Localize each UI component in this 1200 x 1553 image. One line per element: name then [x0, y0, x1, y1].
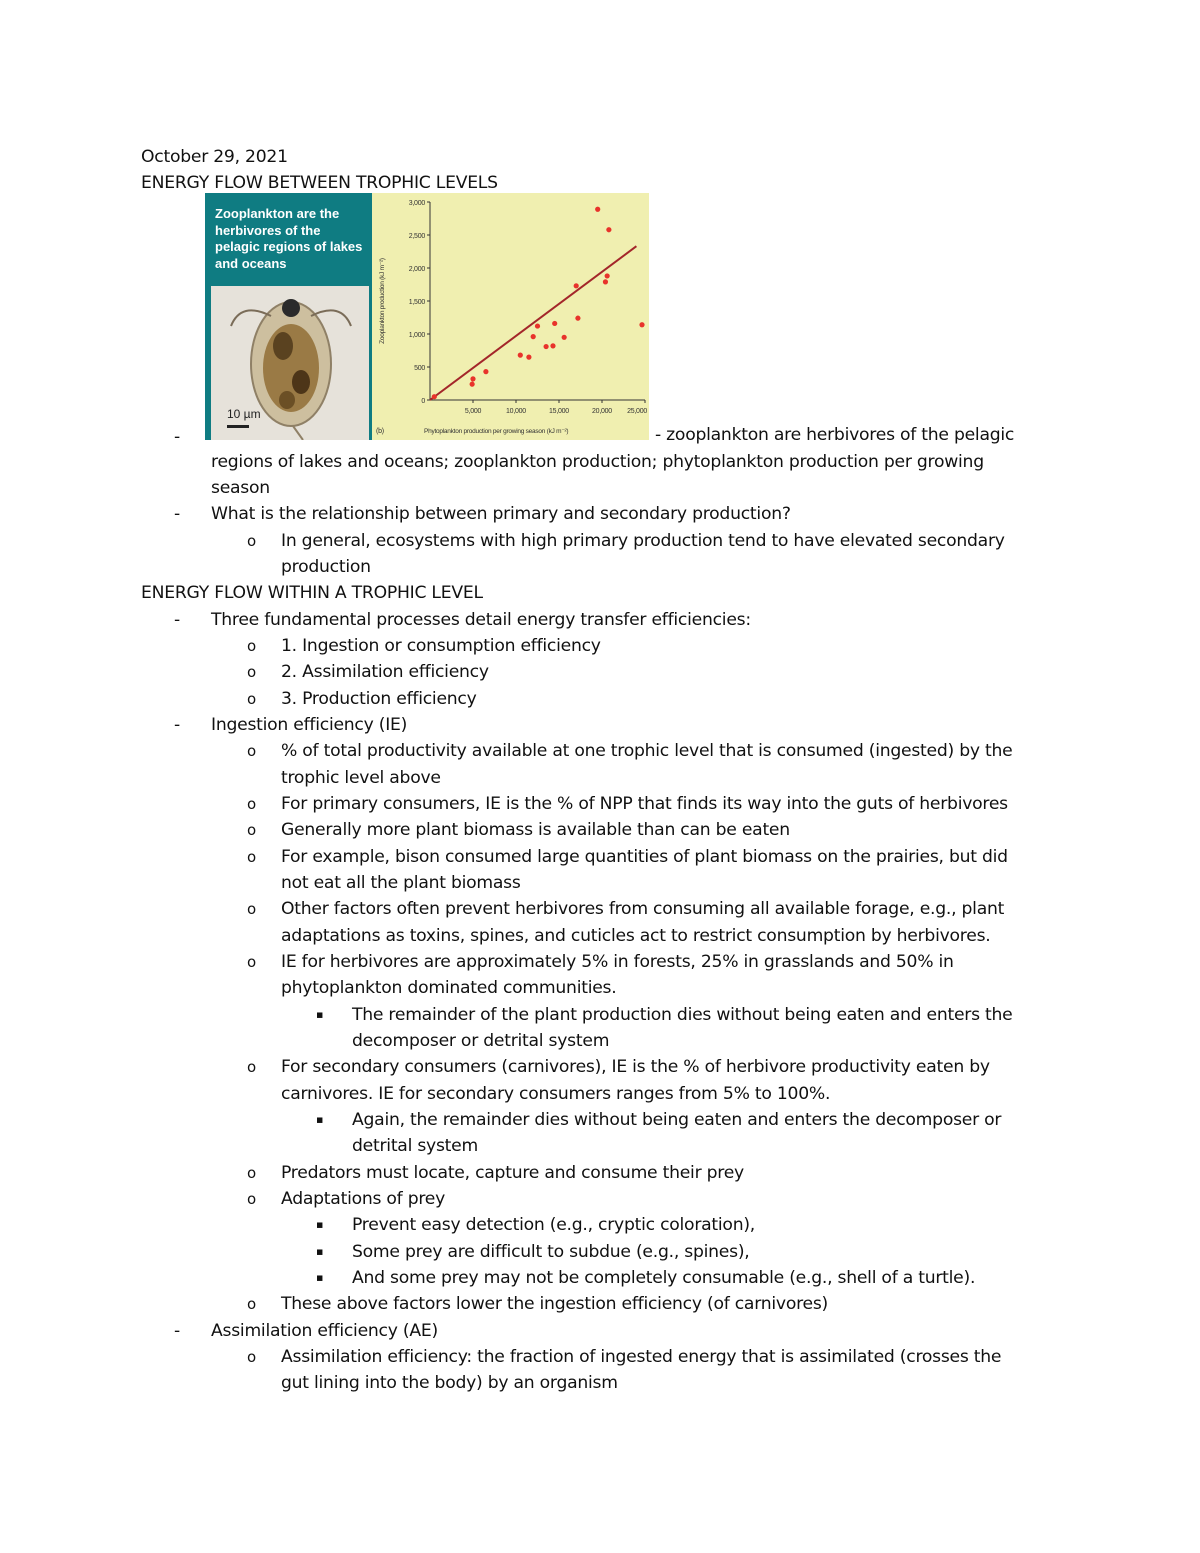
- data-point: [595, 207, 600, 212]
- bullet-circle: o: [247, 848, 256, 866]
- data-point: [544, 344, 549, 349]
- x-tick-label: 5,000: [464, 408, 482, 415]
- chart-panel: [372, 193, 649, 440]
- text-line: In general, ecosystems with high primary production tend to have elevated secondary: [281, 531, 1005, 551]
- panel-label: (b): [376, 428, 384, 435]
- data-point: [606, 227, 611, 232]
- bullet-circle: o: [247, 1190, 256, 1208]
- y-tick-label: 500: [414, 365, 425, 372]
- bullet-dash: -: [174, 715, 180, 735]
- text-line: Adaptations of prey: [281, 1189, 446, 1209]
- bullet-circle: o: [247, 900, 256, 918]
- text-line: And some prey may not be completely consumable (e.g., shell of a turtle).: [352, 1268, 976, 1288]
- text-line: 3. Production efficiency: [281, 689, 477, 709]
- zooplankton-figure: [205, 193, 649, 440]
- x-tick-label: 25,000: [627, 408, 647, 415]
- y-tick-label: 2,500: [408, 233, 425, 240]
- text-line: season: [211, 478, 270, 498]
- heading-between-trophic-levels: ENERGY FLOW BETWEEN TROPHIC LEVELS: [141, 173, 498, 193]
- bullet-circle: o: [247, 690, 256, 708]
- text-line: The remainder of the plant production dies without being eaten and enters the: [352, 1005, 1013, 1025]
- text-line: Assimilation efficiency: the fraction of ingested energy that is assimilated (crosses the: [281, 1347, 1002, 1367]
- document-date: October 29, 2021: [141, 147, 288, 167]
- text-line: trophic level above: [281, 768, 441, 788]
- text-line: Three fundamental processes detail energy transfer efficiencies:: [211, 610, 751, 630]
- bullet-dash: -: [174, 610, 180, 630]
- text-line: For example, bison consumed large quantities of plant biomass on the prairies, but did: [281, 847, 1008, 867]
- data-point: [574, 283, 579, 288]
- data-point: [531, 334, 536, 339]
- data-point: [535, 323, 540, 328]
- text-line: carnivores. IE for secondary consumers ranges from 5% to 100%.: [281, 1084, 831, 1104]
- x-tick-label: 10,000: [506, 408, 526, 415]
- figure-caption: Zooplankton are the herbivores of the pelagic regions of lakes and oceans: [215, 206, 363, 271]
- y-tick-label: 1,500: [408, 299, 425, 306]
- y-tick-label: 3,000: [408, 200, 425, 207]
- bullet-circle: o: [247, 637, 256, 655]
- data-point: [483, 369, 488, 374]
- bullet-dash: -: [174, 504, 180, 524]
- bullet-circle: o: [247, 1164, 256, 1182]
- text-line: % of total productivity available at one trophic level that is consumed (ingested) by the: [281, 741, 1013, 761]
- x-tick-label: 20,000: [592, 408, 612, 415]
- data-point: [526, 355, 531, 360]
- bullet-circle: o: [247, 1348, 256, 1366]
- bullet-circle: o: [247, 953, 256, 971]
- text-line: What is the relationship between primary and secondary production?: [211, 504, 791, 524]
- text-line: Assimilation efficiency (AE): [211, 1321, 438, 1341]
- text-line: Ingestion efficiency (IE): [211, 715, 408, 735]
- bullet-square: ▪: [316, 1113, 324, 1126]
- text-line: Predators must locate, capture and consume their prey: [281, 1163, 744, 1183]
- data-point: [518, 353, 523, 358]
- scale-bar: [227, 425, 249, 428]
- text-line: phytoplankton dominated communities.: [281, 978, 617, 998]
- text-line: Generally more plant biomass is available than can be eaten: [281, 820, 790, 840]
- data-point: [639, 322, 644, 327]
- bullet-square: ▪: [316, 1218, 324, 1231]
- text-line: detrital system: [352, 1136, 478, 1156]
- data-point: [432, 394, 437, 399]
- text-line: Again, the remainder dies without being eaten and enters the decomposer or: [352, 1110, 1002, 1130]
- scatter-chart: [372, 193, 649, 440]
- y-tick-label: 1,000: [408, 332, 425, 339]
- y-tick-label: 2,000: [408, 266, 425, 273]
- data-point: [562, 335, 567, 340]
- text-line: 2. Assimilation efficiency: [281, 662, 489, 682]
- text-line: regions of lakes and oceans; zooplankton production; phytoplankton production per growing: [211, 452, 984, 472]
- bullet-square: ▪: [316, 1271, 324, 1284]
- text-line: gut lining into the body) by an organism: [281, 1373, 618, 1393]
- text-line: Other factors often prevent herbivores from consuming all available forage, e.g., plant: [281, 899, 1005, 919]
- bullet-circle: o: [247, 742, 256, 760]
- text-line: not eat all the plant biomass: [281, 873, 521, 893]
- text-line: production: [281, 557, 371, 577]
- data-point: [470, 382, 475, 387]
- bullet-circle: o: [247, 532, 256, 550]
- bullet-square: ▪: [316, 1008, 324, 1021]
- bullet-dash: -: [174, 1321, 180, 1341]
- heading-within-trophic-level: ENERGY FLOW WITHIN A TROPHIC LEVEL: [141, 583, 483, 603]
- data-point: [470, 376, 475, 381]
- text-line: IE for herbivores are approximately 5% in forests, 25% in grasslands and 50% in: [281, 952, 954, 972]
- bullet-circle: o: [247, 663, 256, 681]
- y-axis-label: Zooplankton production (kJ m⁻²): [379, 258, 386, 344]
- text-line: decomposer or detrital system: [352, 1031, 610, 1051]
- scale-label: 10 µm: [227, 407, 261, 421]
- data-point: [550, 343, 555, 348]
- bullet-circle: o: [247, 821, 256, 839]
- x-axis-label: Phytoplankton production per growing season (kJ m⁻²): [424, 428, 569, 435]
- data-point: [603, 279, 608, 284]
- figure-caption-panel: [205, 193, 372, 440]
- x-tick-label: 15,000: [549, 408, 569, 415]
- text-line: For secondary consumers (carnivores), IE is the % of herbivore productivity eaten by: [281, 1057, 990, 1077]
- bullet-dash: -: [174, 427, 180, 447]
- text-line: Some prey are difficult to subdue (e.g., spines),: [352, 1242, 750, 1262]
- text-line: adaptations as toxins, spines, and cuticles act to restrict consumption by herbivores.: [281, 926, 991, 946]
- text-line: For primary consumers, IE is the % of NPP that finds its way into the guts of herbivores: [281, 794, 1008, 814]
- text-line: Prevent easy detection (e.g., cryptic coloration),: [352, 1215, 756, 1235]
- bullet-circle: o: [247, 1295, 256, 1313]
- y-tick-label: 0: [421, 398, 425, 405]
- text-line: These above factors lower the ingestion efficiency (of carnivores): [281, 1294, 829, 1314]
- data-point: [552, 321, 557, 326]
- bullet-square: ▪: [316, 1245, 324, 1258]
- data-point: [605, 273, 610, 278]
- bullet-circle: o: [247, 1058, 256, 1076]
- figure-description: - zooplankton are herbivores of the pelagic: [655, 425, 1015, 445]
- data-point: [575, 316, 580, 321]
- text-line: 1. Ingestion or consumption efficiency: [281, 636, 601, 656]
- bullet-circle: o: [247, 795, 256, 813]
